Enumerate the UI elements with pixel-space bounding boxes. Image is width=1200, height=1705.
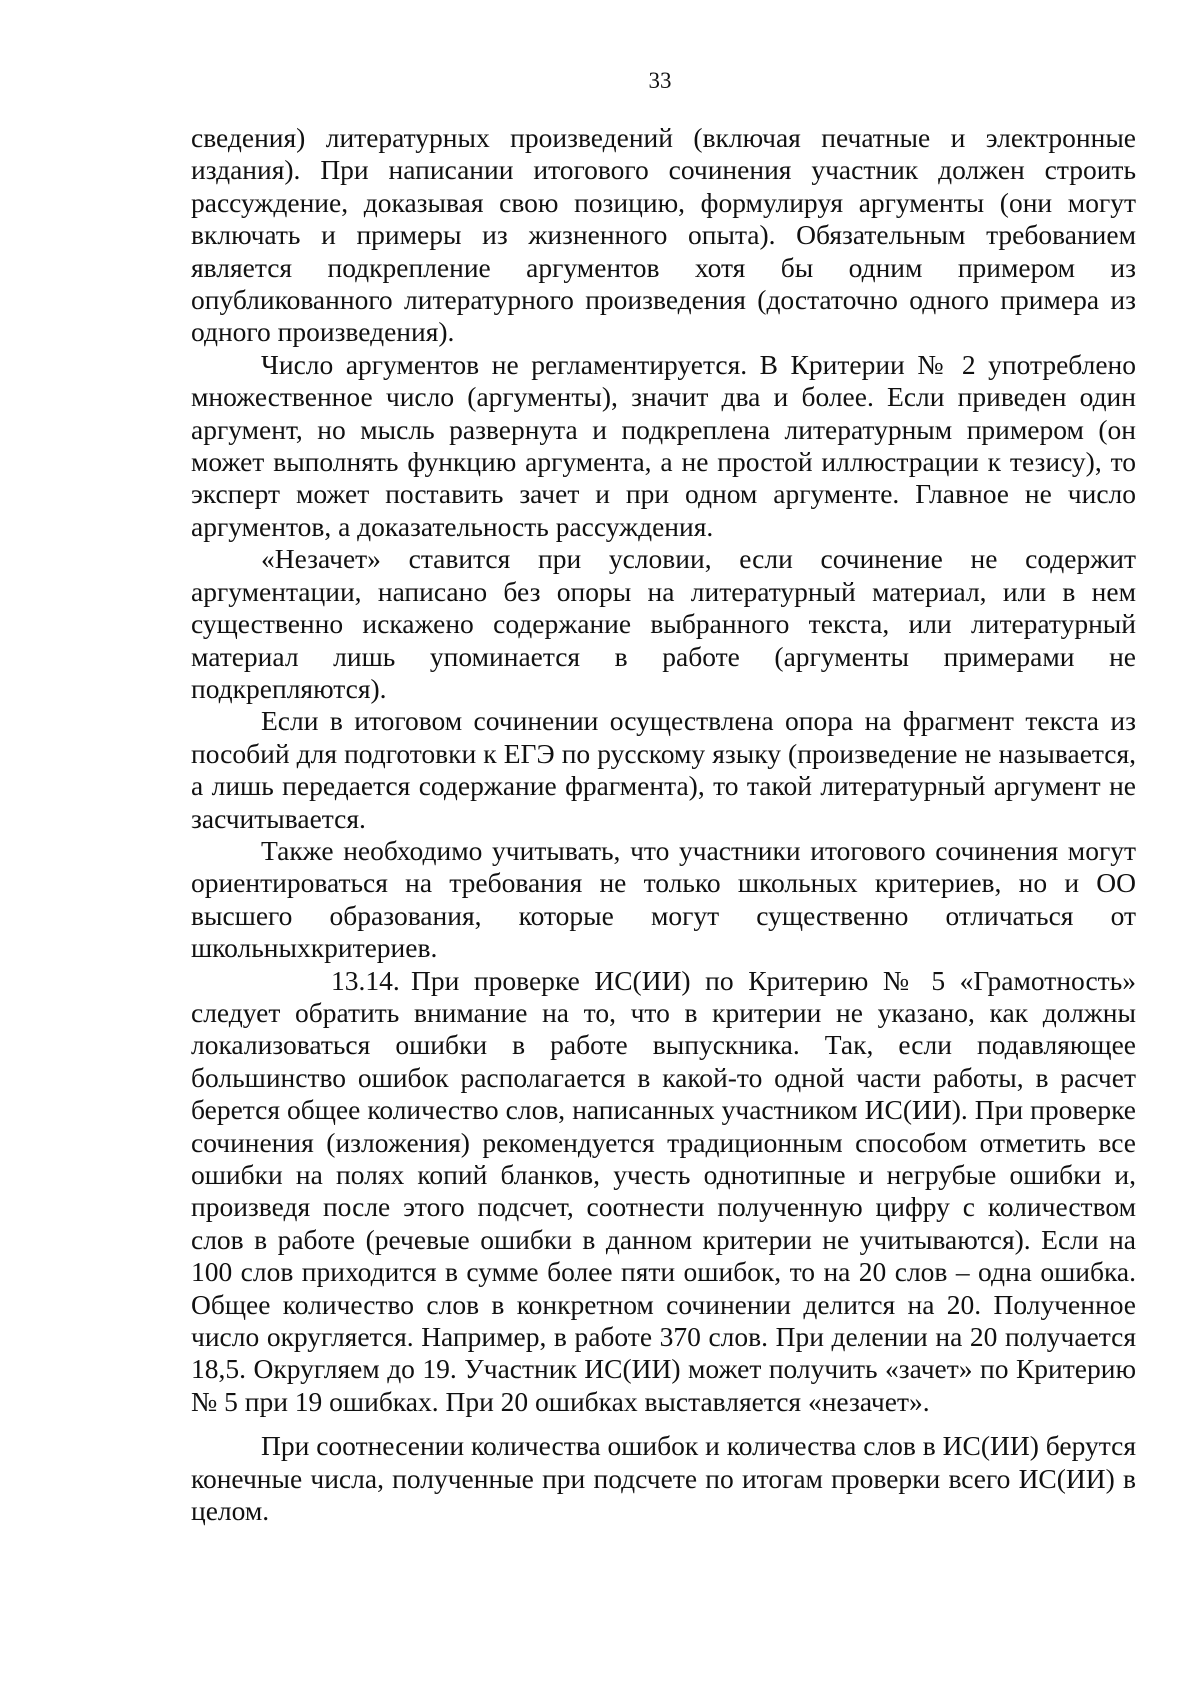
section-number: 13.14.	[331, 964, 400, 996]
paragraph-ege-fragment: Если в итоговом сочинении осуществлена опора на фрагмент текста из пособий для подготовки к ЕГЭ по русскому языку (произведение не называется, а лишь передается содержание фрагмента), то такой литературный аргумент не засчитывается.	[191, 705, 1136, 834]
paragraph-continuation: сведения) литературных произведений (включая печатные и электронные издания). При написании итогового сочинения участник должен строить рассуждение, доказывая свою позицию, формулируя аргументы (они могут включать и примеры из жизненного опыта). Обязательным требованием является подкрепление аргументов хотя бы одним примером из опубликованного литературного произведения (достаточно одного примера из одного произведения).	[191, 122, 1136, 348]
section-text: При проверке ИС(ИИ) по Критерию № 5 «Грамотность» следует обратить внимание на то, что в критерии не указано, как должны локализоваться ошибки в работе выпускника. Так, если подавляющее большинство ошибок располагается в какой-то одной части работы, в расчет берется общее количество слов, написанных участником ИС(ИИ). При проверке сочинения (изложения) рекомендуется традиционным способом отметить все ошибки на полях копий бланков, учесть однотипные и негрубые ошибки и, произведя после этого подсчет, соотнести полученную цифру с количеством слов в работе (речевые ошибки в данном критерии не учитываются). Если на 100 слов приходится в сумме более пяти ошибок, то на 20 слов – одна ошибка. Общее количество слов в конкретном сочинении делится на 20. Полученное число округляется. Например, в работе 370 слов. При делении на 20 получается 18,5. Округляем до 19. Участник ИС(ИИ) может получить «зачет» по Критерию № 5 при 19 ошибках. При 20 ошибках выставляется «незачет».	[191, 964, 1136, 1417]
paragraph-university-criteria: Также необходимо учитывать, что участники итогового сочинения могут ориентироваться на требования не только школьных критериев, но и ОО высшего образования, которые могут существенно отличаться от школьныхкритериев.	[191, 834, 1136, 964]
paragraph-nezachet: «Незачет» ставится при условии, если сочинение не содержит аргументации, написано без опоры на литературный материал, или в нем существенно искажено содержание выбранного текста, или литературный материал лишь упоминается в работе (аргументы примерами не подкрепляются).	[191, 543, 1136, 704]
section-13-14	[191, 965, 1136, 1419]
paragraph-final: При соотнесении количества ошибок и количества слов в ИС(ИИ) берутся конечные числа, полученные при подсчете по итогам проверки всего ИС(ИИ) в целом.	[191, 1430, 1136, 1527]
body-text	[191, 122, 1136, 1527]
page-number: 33	[648, 68, 672, 93]
paragraph-arguments-count: Число аргументов не регламентируется. В Критерии № 2 употреблено множественное число (аргументы), значит два и более. Если приведен один аргумент, но мысль развернута и подкреплена литературным примером (он может выполнять функцию аргумента, а не простой иллюстрации к тезису), то эксперт может поставить зачет и при одном аргументе. Главное не число аргументов, а доказательность рассуждения.	[191, 348, 1136, 542]
